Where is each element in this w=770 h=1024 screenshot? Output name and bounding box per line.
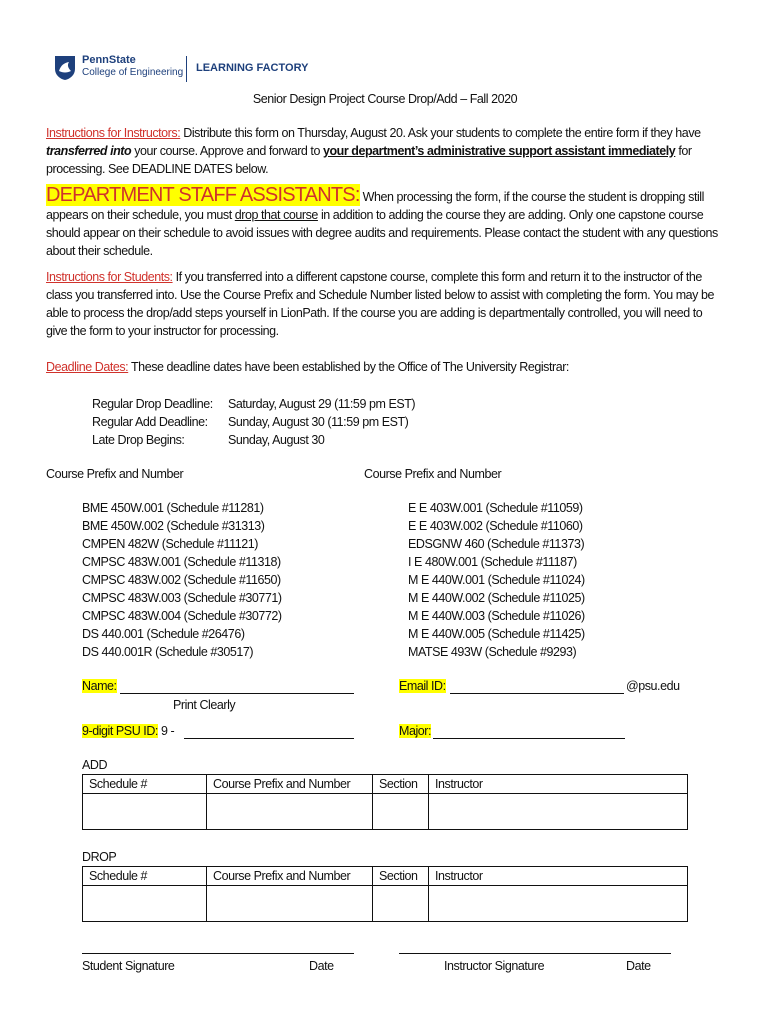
instructors-emphasis: transferred into [46, 144, 132, 158]
major-label: Major: [399, 724, 432, 738]
course-item: BME 450W.001 (Schedule #11281) [82, 501, 264, 515]
deadline-date: Saturday, August 29 (11:59 pm EST) [228, 397, 416, 411]
course-item: M E 440W.005 (Schedule #11425) [408, 627, 585, 641]
course-item: E E 403W.001 (Schedule #11059) [408, 501, 583, 515]
deadline-row [92, 413, 415, 431]
student-date-label: Date [309, 959, 334, 973]
instructors-text-2: your course. Approve and forward to [131, 144, 323, 158]
header-course: Course Prefix and Number [207, 867, 373, 886]
logo-university: PennState [82, 54, 136, 66]
add-table [82, 774, 688, 830]
staff-paragraph [46, 186, 726, 260]
add-schedule-cell[interactable] [83, 794, 207, 830]
instructors-label: Instructions for Instructors: [46, 126, 181, 140]
email-suffix: @psu.edu [626, 679, 680, 693]
student-signature-line[interactable] [82, 953, 354, 954]
course-item: DS 440.001 (Schedule #26476) [82, 627, 245, 641]
add-table-header [83, 775, 688, 794]
left-column-header: Course Prefix and Number [46, 467, 184, 481]
header-course: Course Prefix and Number [207, 775, 373, 794]
students-text: If you transferred into a different capstone course, complete this form and return it to the instructor of the class you transferred into. Use the Course Prefix and Schedule Number listed below to assist with completing the form. You may be able to process the drop/add steps yourself in LionPath. If the course you are adding is departmentally controlled, you will need to give the form to your instructor for processing. [46, 270, 715, 338]
header-schedule: Schedule # [83, 867, 207, 886]
email-label: Email ID: [399, 679, 446, 693]
staff-label: DEPARTMENT STAFF ASSISTANTS: [46, 184, 360, 206]
instructors-bold: your department’s administrative support assistant immediately [323, 144, 676, 158]
add-table-row [83, 794, 688, 830]
deadline-name: Late Drop Begins: [92, 433, 185, 447]
penn-state-shield-icon [54, 55, 76, 81]
course-item: DS 440.001R (Schedule #30517) [82, 645, 254, 659]
course-item: CMPSC 483W.001 (Schedule #11318) [82, 555, 281, 569]
course-item: MATSE 493W (Schedule #9293) [408, 645, 577, 659]
left-course-list [82, 499, 282, 661]
header-section: Section [373, 867, 429, 886]
deadline-row [92, 431, 415, 449]
name-label: Name: [82, 679, 117, 693]
instructors-text-1: Distribute this form on Thursday, August 20. Ask your students to complete the entire form if they have [180, 126, 701, 140]
psu-id-prefix: 9 - [157, 724, 175, 738]
course-item: M E 440W.002 (Schedule #11025) [408, 591, 585, 605]
drop-table-row [83, 886, 688, 922]
course-item: BME 450W.002 (Schedule #31313) [82, 519, 265, 533]
course-item: CMPSC 483W.002 (Schedule #11650) [82, 573, 281, 587]
students-paragraph [46, 268, 726, 340]
header-instructor: Instructor [429, 775, 688, 794]
instructors-text-3: for processing. See DEADLINE DATES below. [46, 144, 692, 176]
add-title: ADD [82, 758, 108, 772]
header-schedule: Schedule # [83, 775, 207, 794]
student-signature-label: Student Signature [82, 959, 175, 973]
logo-college: College of Engineering [82, 67, 184, 78]
deadline-paragraph [46, 358, 726, 376]
drop-title: DROP [82, 850, 117, 864]
name-field[interactable] [120, 679, 354, 694]
course-item: M E 440W.003 (Schedule #11026) [408, 609, 585, 623]
psu-id-label: 9-digit PSU ID: [82, 724, 158, 738]
instructor-signature-label: Instructor Signature [444, 959, 545, 973]
add-course-cell[interactable] [207, 794, 373, 830]
course-item: M E 440W.001 (Schedule #11024) [408, 573, 585, 587]
drop-table-header [83, 867, 688, 886]
course-item: EDSGNW 460 (Schedule #11373) [408, 537, 585, 551]
right-course-list [408, 499, 585, 661]
print-clearly-hint: Print Clearly [173, 698, 236, 712]
deadline-table [92, 395, 415, 449]
add-section-cell[interactable] [373, 794, 429, 830]
email-field[interactable] [450, 679, 624, 694]
psu-id-field[interactable] [184, 724, 354, 739]
instructor-date-label: Date [626, 959, 651, 973]
staff-underline: drop that course [234, 208, 318, 222]
deadline-name: Regular Drop Deadline: [92, 397, 213, 411]
course-item: CMPSC 483W.004 (Schedule #30772) [82, 609, 282, 623]
page-title: Senior Design Project Course Drop/Add – Fall 2020 [252, 92, 518, 106]
course-item: I E 480W.001 (Schedule #11187) [408, 555, 577, 569]
instructor-signature-line[interactable] [399, 953, 671, 954]
major-field[interactable] [433, 724, 625, 739]
deadline-name: Regular Add Deadline: [92, 415, 208, 429]
deadline-row [92, 395, 415, 413]
logo-unit: LEARNING FACTORY [196, 62, 309, 74]
drop-instructor-cell[interactable] [429, 886, 688, 922]
header-section: Section [373, 775, 429, 794]
deadline-date: Sunday, August 30 (11:59 pm EST) [228, 415, 409, 429]
drop-table [82, 866, 688, 922]
header-instructor: Instructor [429, 867, 688, 886]
course-item: CMPSC 483W.003 (Schedule #30771) [82, 591, 282, 605]
logo-divider [186, 56, 187, 82]
drop-section-cell[interactable] [373, 886, 429, 922]
add-instructor-cell[interactable] [429, 794, 688, 830]
right-column-header: Course Prefix and Number [364, 467, 502, 481]
deadline-label: Deadline Dates: [46, 360, 129, 374]
students-label: Instructions for Students: [46, 270, 173, 284]
staff-text-2: in addition to adding the course they are adding. Only one capstone course should appear on their schedule to avoid issues with degree audits and requirements. Please contact the student with any questions about their schedule. [46, 208, 718, 258]
staff-text-1: When processing the form, if the course the student is dropping still appears on their schedule, you must [46, 190, 704, 222]
deadline-date: Sunday, August 30 [228, 433, 325, 447]
drop-schedule-cell[interactable] [83, 886, 207, 922]
instructors-paragraph [46, 124, 726, 178]
course-item: E E 403W.002 (Schedule #11060) [408, 519, 583, 533]
course-item: CMPEN 482W (Schedule #11121) [82, 537, 258, 551]
drop-course-cell[interactable] [207, 886, 373, 922]
deadline-text: These deadline dates have been established by the Office of The University Registrar: [128, 360, 569, 374]
